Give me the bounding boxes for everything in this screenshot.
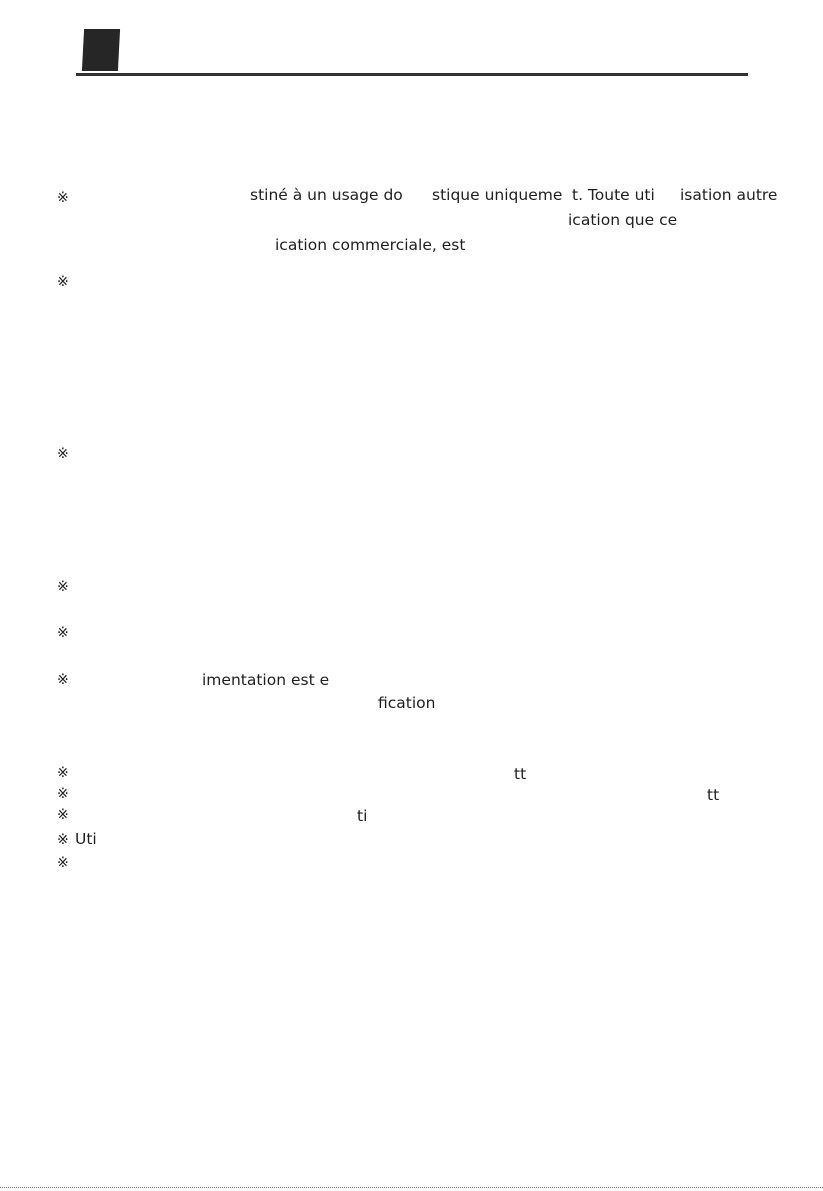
text-fragment: ti — [357, 807, 368, 825]
text-fragment: stiné à un usage do — [250, 186, 403, 204]
bullet-8: ※ — [57, 786, 69, 802]
bullet-11: ※ — [57, 855, 69, 871]
bullet-2: ※ — [57, 274, 69, 290]
bullet-10: ※ — [57, 832, 69, 848]
text-fragment: Uti — [75, 830, 97, 848]
bullet-7: ※ — [57, 765, 69, 781]
bottom-dotted-line — [0, 1187, 823, 1188]
text-fragment: ication commerciale, est — [275, 236, 466, 254]
corner-mark — [82, 29, 120, 71]
bullet-9: ※ — [57, 807, 69, 823]
text-fragment: t. Toute uti — [572, 186, 655, 204]
bullet-3: ※ — [57, 446, 69, 462]
text-fragment: ication que ce — [568, 211, 678, 229]
text-fragment: fication — [378, 694, 436, 712]
bullet-5: ※ — [57, 625, 69, 641]
text-fragment: imentation est e — [202, 671, 330, 689]
bullet-6: ※ — [57, 672, 69, 688]
text-fragment: isation autre — [680, 186, 778, 204]
bullet-4: ※ — [57, 579, 69, 595]
header-rule — [76, 73, 748, 76]
text-fragment: tt — [707, 786, 720, 804]
text-fragment: stique uniqueme — [432, 186, 563, 204]
text-fragment: tt — [514, 765, 527, 783]
bullet-1: ※ — [57, 190, 69, 206]
